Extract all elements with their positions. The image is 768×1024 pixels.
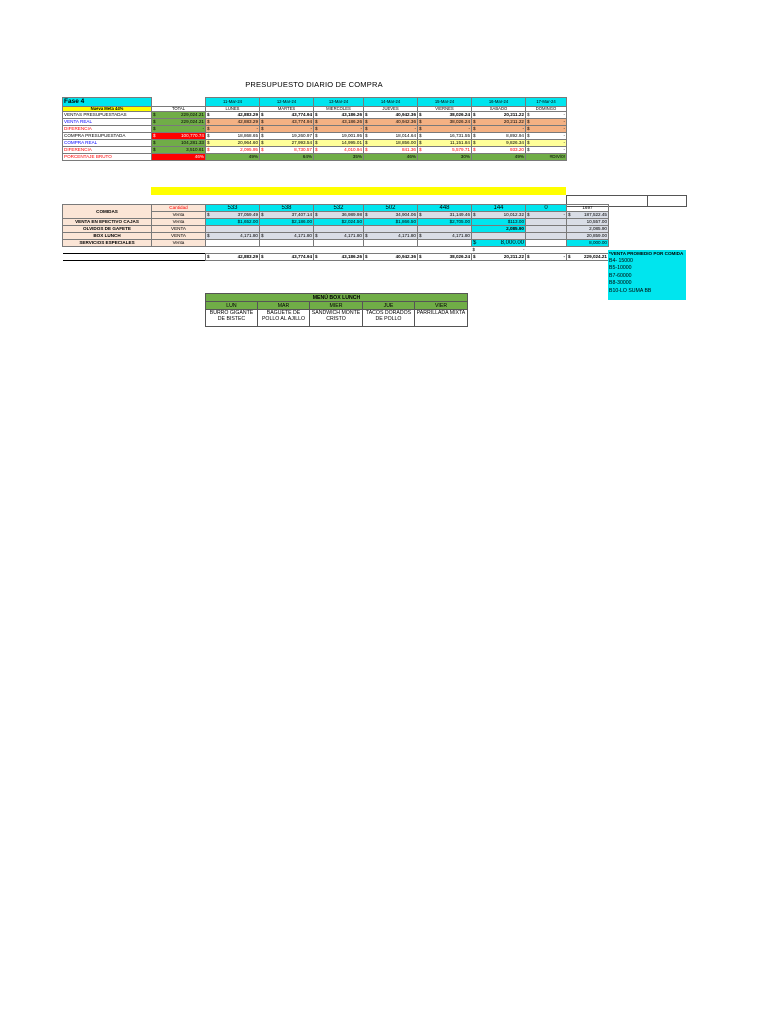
- day-0: LUNES: [206, 107, 260, 112]
- cell: $ 38,026.24: [419, 119, 470, 124]
- row-dash: [63, 247, 609, 254]
- date-0: 11-Mar-24: [206, 98, 260, 107]
- cell: $ 8,892.94: [473, 133, 524, 138]
- cell: $ 18,856.00: [365, 140, 416, 145]
- cell: $2,705.00: [418, 219, 472, 226]
- budget-table: [62, 97, 567, 161]
- cell: $ 37,407.14: [261, 212, 312, 217]
- cell: [364, 240, 418, 247]
- day-4: VIERNES: [418, 107, 472, 112]
- cell: $ 9,826.34: [473, 140, 524, 145]
- menu-box-lunch: [205, 293, 468, 327]
- venta-promedio-note: [608, 250, 686, 300]
- cell: $ 43,186.26: [315, 119, 362, 124]
- row-sub: Venta: [152, 219, 206, 226]
- day-6: DOMINGO: [526, 107, 567, 112]
- row-total: 10,557.00: [567, 219, 609, 226]
- row-total: $ 229,024.21: [153, 119, 204, 124]
- cell: 2,085.90: [472, 226, 526, 233]
- row-sub: VENTA: [152, 226, 206, 233]
- cell: $ -: [315, 126, 362, 131]
- meta-label: Nueva Meta 44%: [63, 107, 152, 112]
- cell: $ 933.20: [473, 147, 524, 152]
- cell: #DIV/0!: [526, 154, 567, 161]
- cell: $ 841.36: [365, 147, 416, 152]
- row-label: VENTA REAL: [63, 119, 152, 126]
- cell: $ -: [527, 112, 565, 117]
- cell: $113.00: [472, 219, 526, 226]
- cell: $ -: [473, 126, 524, 131]
- cell: $ 18,014.64: [365, 133, 416, 138]
- cell: $ 4,171.80: [207, 233, 258, 238]
- row-ventas-presupuestadas: [63, 112, 567, 119]
- venta-label: Venta: [152, 212, 206, 219]
- cell: $ -: [207, 126, 258, 131]
- cell: [526, 240, 567, 247]
- row-compra-presupuestada: [63, 133, 567, 140]
- date-4: 15-Mar-24: [418, 98, 472, 107]
- cell: $ 36,989.98: [315, 212, 362, 217]
- note-line: B7-60000: [609, 272, 632, 279]
- cell: $ 4,171.80: [419, 233, 470, 238]
- cell: [260, 226, 314, 233]
- cell: $ 31,149.46: [419, 212, 470, 217]
- cell: $ 16,731.55: [419, 133, 470, 138]
- note-line: B5-10000: [609, 265, 632, 272]
- cell: $ 43,774.94: [261, 254, 312, 259]
- cell: $ 10,012.32: [473, 212, 524, 217]
- qty-6: 0: [526, 205, 567, 212]
- cell: [472, 233, 526, 240]
- cell: $ -: [527, 147, 565, 152]
- menu-item: TACOS DORADOS DE POLLO: [363, 310, 415, 327]
- cell: $ 18,868.65: [207, 133, 258, 138]
- menu-item: BURRO GIGANTE DE BISTEC: [206, 310, 258, 327]
- cell: $1,652.00: [206, 219, 260, 226]
- qty-2: 532: [314, 205, 364, 212]
- cell: $ 42,883.29: [207, 254, 258, 259]
- comidas-table: [62, 204, 609, 261]
- cell: $ 5,579.71: [419, 147, 470, 152]
- cell: $ 37,059.49: [207, 212, 258, 217]
- qty-4: 448: [418, 205, 472, 212]
- row-total: $ 100,770.74: [153, 133, 204, 138]
- row-label: BOX LUNCH: [63, 233, 152, 240]
- day-3: JUEVES: [364, 107, 418, 112]
- row-olvidos: [63, 226, 609, 233]
- cell: [526, 233, 567, 240]
- cell: [314, 240, 364, 247]
- menu-item: SANDWICH MONTE CRISTO: [310, 310, 363, 327]
- cell: [418, 240, 472, 247]
- cell: $ 42,883.29: [207, 119, 258, 124]
- row-total: 2,085.90: [567, 226, 609, 233]
- cell: $ -: [527, 254, 565, 259]
- cell: $ 43,186.26: [315, 254, 362, 259]
- cell: $ 38,026.24: [419, 254, 470, 259]
- cell: $ -: [365, 126, 416, 131]
- cell: $ 19,001.95: [315, 133, 362, 138]
- row-label: PORCENTAJE BRUTO: [63, 154, 152, 161]
- cell: $ 27,993.54: [261, 140, 312, 145]
- cell: $ 4,171.80: [365, 233, 416, 238]
- row-label: COMPRA REAL: [63, 140, 152, 147]
- row-label: SERVICIOS ESPECIALES: [63, 240, 152, 247]
- row-totales: [63, 254, 609, 261]
- menu-day: MIER: [310, 302, 363, 310]
- note-line: B10-LO SUMA BB: [609, 287, 652, 294]
- cell: $ 40,942.36: [365, 254, 416, 259]
- cell: $ 4,171.80: [315, 233, 362, 238]
- row-efectivo: [63, 219, 609, 226]
- cell: $ -: [527, 126, 565, 131]
- qty-0: 533: [206, 205, 260, 212]
- row-total: 46%: [152, 154, 206, 161]
- cell: $ -: [527, 212, 565, 217]
- cell: $ 43,186.26: [315, 112, 362, 117]
- cell: $ 42,883.29: [207, 112, 258, 117]
- cell: [206, 226, 260, 233]
- total-header: TOTAL: [152, 107, 206, 112]
- day-5: SABADO: [472, 107, 526, 112]
- qty-1: 538: [260, 205, 314, 212]
- cell: 49%: [472, 154, 526, 161]
- cell: $ 4,010.94: [315, 147, 362, 152]
- highlight-band: [151, 187, 566, 195]
- cell: $ 40,942.36: [365, 112, 416, 117]
- row-label: DIFERENCIA: [63, 126, 152, 133]
- row-compra-real: [63, 140, 567, 147]
- cell: 35%: [314, 154, 364, 161]
- cell: [526, 226, 567, 233]
- comidas-label: COMIDAS: [63, 205, 152, 219]
- menu-item: BAGUETE DE POLLO AL AJILLO: [258, 310, 310, 327]
- row-label: COMPRA PRESUPUESTADA: [63, 133, 152, 140]
- row-label: VENTA EN EFECTIVO CAJAS: [63, 219, 152, 226]
- cell: $ 43,774.94: [261, 119, 312, 124]
- cell: $ -: [419, 126, 470, 131]
- cell: [206, 240, 260, 247]
- cell: 30%: [418, 154, 472, 161]
- cell: 49%: [206, 154, 260, 161]
- cell: $ 8,000.00: [473, 240, 524, 246]
- row-sub: Venta: [152, 240, 206, 247]
- date-2: 13-Mar-24: [314, 98, 364, 107]
- cell: $ -: [527, 133, 565, 138]
- cell: $2,186.00: [260, 219, 314, 226]
- menu-day: VIER: [415, 302, 468, 310]
- row-total: 20,859.00: [567, 233, 609, 240]
- grand-total: $ 229,024.21: [568, 254, 607, 259]
- phase-label: Fase 4: [63, 98, 152, 107]
- cell: $ 19,260.97: [261, 133, 312, 138]
- date-6: 17-Mar-24: [526, 98, 567, 107]
- row-total: 8,000.00: [567, 240, 609, 247]
- cell: $ 43,774.94: [261, 112, 312, 117]
- cell: $1,866.50: [364, 219, 418, 226]
- qty-3: 502: [364, 205, 418, 212]
- day-1: MARTES: [260, 107, 314, 112]
- cell: $ -: [472, 247, 525, 252]
- cell: $ 34,904.06: [365, 212, 416, 217]
- note-line: B4- 15000: [609, 257, 633, 264]
- row-porcentaje-bruto: [63, 154, 567, 161]
- cell: 64%: [260, 154, 314, 161]
- cell: $ 20,211.22: [473, 119, 524, 124]
- cell: $ -: [527, 140, 565, 145]
- cell: $ 20,211.22: [473, 112, 524, 117]
- menu-day: JUE: [363, 302, 415, 310]
- menu-item: PARRILLADA MIXTA: [415, 310, 468, 327]
- day-2: MIERCOLES: [314, 107, 364, 112]
- menu-day: LUN: [206, 302, 258, 310]
- cell: $2,024.50: [314, 219, 364, 226]
- qty-total: 1697: [567, 205, 609, 212]
- cell: 46%: [364, 154, 418, 161]
- row-venta-real: [63, 119, 567, 126]
- qty-5: 144: [472, 205, 526, 212]
- date-3: 14-Mar-24: [364, 98, 418, 107]
- cell: $ 11,151.84: [419, 140, 470, 145]
- cell: $ 40,942.36: [365, 119, 416, 124]
- row-boxlunch: [63, 233, 609, 240]
- row-servicios: [63, 240, 609, 247]
- cell: [260, 240, 314, 247]
- row-label: OLVIDOS DE GAFETE: [63, 226, 152, 233]
- cell: $ 8,730.57: [261, 147, 312, 152]
- cell: $ 20,964.60: [207, 140, 258, 145]
- date-5: 16-Mar-24: [472, 98, 526, 107]
- menu-title: MENÚ BOX LUNCH: [206, 294, 468, 302]
- date-1: 12-Mar-24: [260, 98, 314, 107]
- cell: [418, 226, 472, 233]
- cell: $ 14,995.01: [315, 140, 362, 145]
- row-label: DIFERENCIA: [63, 147, 152, 154]
- cell: $ -: [527, 119, 565, 124]
- cell: $ 38,026.24: [419, 112, 470, 117]
- row-diferencia-compras: [63, 147, 567, 154]
- venta-total: $ 187,522.45: [568, 212, 607, 217]
- note-line: B8-30000: [609, 280, 632, 287]
- row-sub: VENTA: [152, 233, 206, 240]
- cantidad-label: Cantidad: [152, 205, 206, 212]
- cell: [364, 226, 418, 233]
- cell: $ -: [261, 126, 312, 131]
- row-total: $ 104,281.33: [153, 140, 204, 145]
- row-total: $ -: [153, 126, 204, 131]
- row-total: $ 229,024.21: [153, 112, 204, 117]
- row-total: $ 3,510.61: [153, 147, 204, 152]
- cell: $ 2,095.95: [207, 147, 258, 152]
- cell: $ 20,211.22: [473, 254, 524, 259]
- row-diferencia-ventas: [63, 126, 567, 133]
- page-title: PRESUPUESTO DIARIO DE COMPRA: [245, 80, 383, 89]
- cell: [314, 226, 364, 233]
- menu-day: MAR: [258, 302, 310, 310]
- cell: [526, 219, 567, 226]
- cell: $ 4,171.80: [261, 233, 312, 238]
- row-label: VENTAS PRESUPUESTADAS: [63, 112, 152, 119]
- note-line: *VENTA PROMEDIO POR COMIDA: [609, 251, 684, 256]
